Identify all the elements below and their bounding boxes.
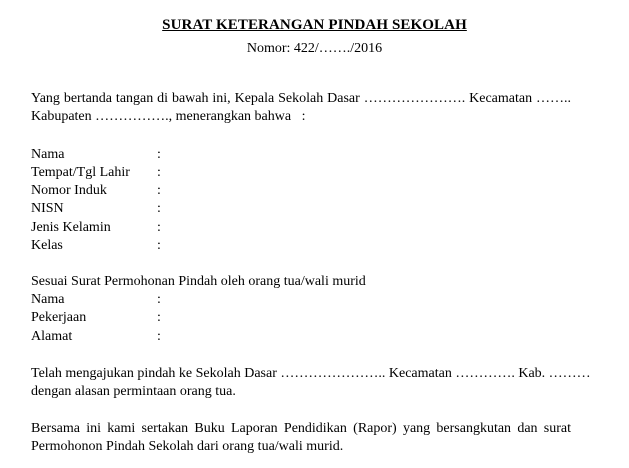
move-line-2: dengan alasan permintaan orang tua. <box>31 384 236 399</box>
field-label-jenis-kelamin: Jenis Kelamin <box>31 220 111 235</box>
field-colon: : <box>157 165 161 180</box>
intro-line-2: Kabupaten ……………., menerangkan bahwa : <box>31 109 306 124</box>
field-colon: : <box>157 183 161 198</box>
closing-line-1: Bersama ini kami sertakan Buku Laporan Pendidikan (Rapor) yang bersangkutan dan surat <box>31 421 571 436</box>
move-line-1: Telah mengajukan pindah ke Sekolah Dasar ………………….. Kecamatan …………. Kab. ……… <box>31 366 591 381</box>
field-colon: : <box>157 310 161 325</box>
intro-line-1: Yang bertanda tangan di bawah ini, Kepala Sekolah Dasar …………………. Kecamatan …….. <box>31 91 571 106</box>
intro-paragraph <box>31 90 571 126</box>
field-label-nisn: NISN <box>31 201 64 216</box>
parent-heading: Sesuai Surat Permohonan Pindah oleh orang tua/wali murid <box>31 274 366 289</box>
parent-label-alamat: Alamat <box>31 329 73 344</box>
field-colon: : <box>157 201 161 216</box>
document-number: Nomor: 422/……./2016 <box>246 41 383 56</box>
move-paragraph <box>31 365 591 401</box>
closing-line-2: Permohonon Pindah Sekolah dari orang tua/wali murid. <box>31 439 344 454</box>
field-label-tempat-tgl-lahir: Tempat/Tgl Lahir <box>31 165 130 180</box>
parent-label-nama: Nama <box>31 292 65 307</box>
closing-paragraph <box>31 420 571 456</box>
field-colon: : <box>157 329 161 344</box>
field-label-nama: Nama <box>31 147 65 162</box>
document-title: SURAT KETERANGAN PINDAH SEKOLAH <box>162 17 467 33</box>
field-colon: : <box>157 238 161 253</box>
field-label-kelas: Kelas <box>31 238 63 253</box>
parent-label-pekerjaan: Pekerjaan <box>31 310 87 325</box>
field-colon: : <box>157 147 161 162</box>
field-label-nomor-induk: Nomor Induk <box>31 183 107 198</box>
field-colon: : <box>157 220 161 235</box>
field-colon: : <box>157 292 161 307</box>
